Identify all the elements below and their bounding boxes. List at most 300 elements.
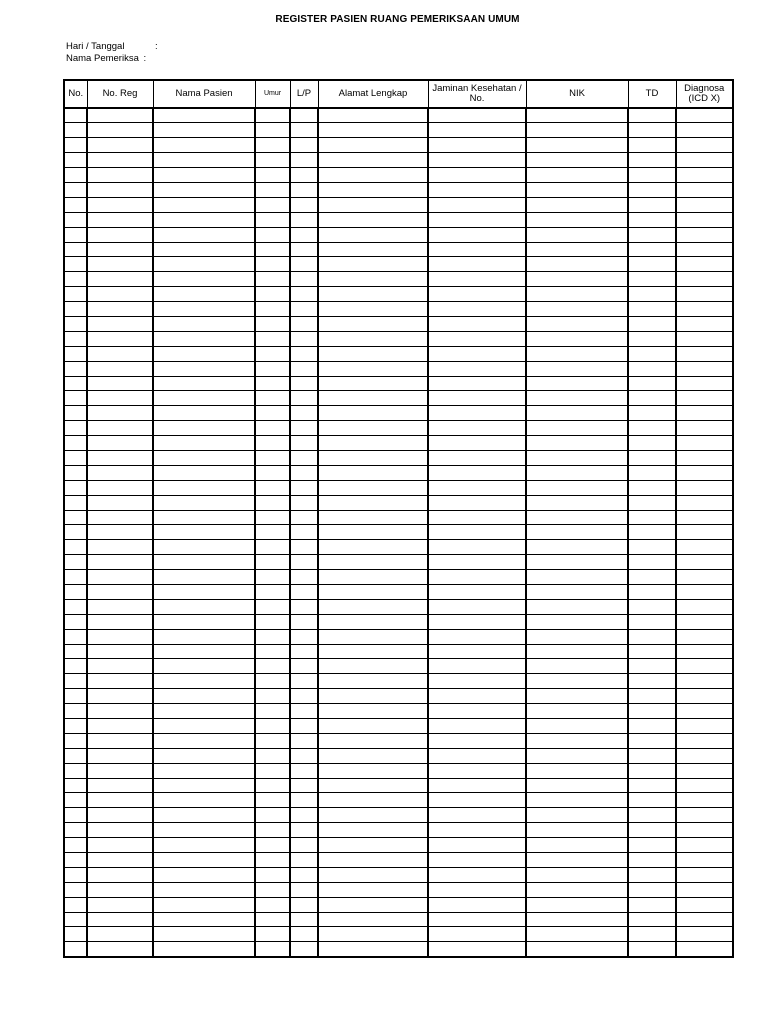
- cell-no[interactable]: [64, 421, 87, 436]
- cell-lp[interactable]: [290, 480, 318, 495]
- cell-no-reg[interactable]: [87, 376, 153, 391]
- cell-alamat[interactable]: [318, 763, 428, 778]
- cell-alamat[interactable]: [318, 510, 428, 525]
- cell-nik[interactable]: [526, 540, 628, 555]
- cell-lp[interactable]: [290, 570, 318, 585]
- cell-td[interactable]: [628, 436, 676, 451]
- cell-no[interactable]: [64, 168, 87, 183]
- cell-nama-pasien[interactable]: [153, 495, 255, 510]
- cell-no[interactable]: [64, 242, 87, 257]
- cell-td[interactable]: [628, 212, 676, 227]
- cell-nama-pasien[interactable]: [153, 733, 255, 748]
- cell-jaminan[interactable]: [428, 227, 526, 242]
- cell-alamat[interactable]: [318, 808, 428, 823]
- cell-nama-pasien[interactable]: [153, 510, 255, 525]
- cell-alamat[interactable]: [318, 778, 428, 793]
- cell-no[interactable]: [64, 823, 87, 838]
- cell-td[interactable]: [628, 614, 676, 629]
- cell-lp[interactable]: [290, 391, 318, 406]
- cell-no-reg[interactable]: [87, 495, 153, 510]
- cell-nama-pasien[interactable]: [153, 793, 255, 808]
- cell-no[interactable]: [64, 614, 87, 629]
- cell-nama-pasien[interactable]: [153, 480, 255, 495]
- cell-diagnosa[interactable]: [676, 659, 733, 674]
- cell-td[interactable]: [628, 570, 676, 585]
- cell-diagnosa[interactable]: [676, 406, 733, 421]
- cell-nama-pasien[interactable]: [153, 614, 255, 629]
- cell-nama-pasien[interactable]: [153, 108, 255, 123]
- cell-diagnosa[interactable]: [676, 748, 733, 763]
- cell-no[interactable]: [64, 912, 87, 927]
- cell-umur[interactable]: [255, 436, 290, 451]
- cell-alamat[interactable]: [318, 614, 428, 629]
- cell-nik[interactable]: [526, 331, 628, 346]
- cell-jaminan[interactable]: [428, 540, 526, 555]
- cell-alamat[interactable]: [318, 823, 428, 838]
- cell-jaminan[interactable]: [428, 897, 526, 912]
- cell-jaminan[interactable]: [428, 748, 526, 763]
- cell-diagnosa[interactable]: [676, 212, 733, 227]
- cell-nama-pasien[interactable]: [153, 525, 255, 540]
- cell-nik[interactable]: [526, 689, 628, 704]
- cell-no[interactable]: [64, 644, 87, 659]
- cell-diagnosa[interactable]: [676, 108, 733, 123]
- cell-alamat[interactable]: [318, 838, 428, 853]
- cell-diagnosa[interactable]: [676, 361, 733, 376]
- cell-diagnosa[interactable]: [676, 138, 733, 153]
- cell-lp[interactable]: [290, 555, 318, 570]
- cell-nik[interactable]: [526, 570, 628, 585]
- cell-nik[interactable]: [526, 406, 628, 421]
- cell-diagnosa[interactable]: [676, 644, 733, 659]
- cell-td[interactable]: [628, 748, 676, 763]
- cell-alamat[interactable]: [318, 421, 428, 436]
- cell-alamat[interactable]: [318, 942, 428, 957]
- cell-nama-pasien[interactable]: [153, 346, 255, 361]
- cell-lp[interactable]: [290, 257, 318, 272]
- cell-diagnosa[interactable]: [676, 733, 733, 748]
- cell-no[interactable]: [64, 808, 87, 823]
- cell-alamat[interactable]: [318, 927, 428, 942]
- cell-jaminan[interactable]: [428, 719, 526, 734]
- cell-umur[interactable]: [255, 778, 290, 793]
- cell-jaminan[interactable]: [428, 406, 526, 421]
- cell-nama-pasien[interactable]: [153, 689, 255, 704]
- cell-umur[interactable]: [255, 331, 290, 346]
- cell-nama-pasien[interactable]: [153, 942, 255, 957]
- cell-no-reg[interactable]: [87, 942, 153, 957]
- cell-umur[interactable]: [255, 614, 290, 629]
- cell-nik[interactable]: [526, 376, 628, 391]
- cell-jaminan[interactable]: [428, 838, 526, 853]
- cell-lp[interactable]: [290, 212, 318, 227]
- cell-no[interactable]: [64, 763, 87, 778]
- cell-jaminan[interactable]: [428, 778, 526, 793]
- cell-nama-pasien[interactable]: [153, 555, 255, 570]
- cell-diagnosa[interactable]: [676, 614, 733, 629]
- cell-jaminan[interactable]: [428, 585, 526, 600]
- cell-diagnosa[interactable]: [676, 704, 733, 719]
- cell-no[interactable]: [64, 942, 87, 957]
- cell-no-reg[interactable]: [87, 897, 153, 912]
- cell-diagnosa[interactable]: [676, 450, 733, 465]
- cell-nama-pasien[interactable]: [153, 138, 255, 153]
- cell-alamat[interactable]: [318, 361, 428, 376]
- cell-alamat[interactable]: [318, 391, 428, 406]
- cell-nik[interactable]: [526, 897, 628, 912]
- cell-diagnosa[interactable]: [676, 287, 733, 302]
- cell-nama-pasien[interactable]: [153, 123, 255, 138]
- cell-nik[interactable]: [526, 138, 628, 153]
- cell-td[interactable]: [628, 674, 676, 689]
- cell-td[interactable]: [628, 778, 676, 793]
- cell-nik[interactable]: [526, 153, 628, 168]
- cell-nik[interactable]: [526, 510, 628, 525]
- cell-td[interactable]: [628, 599, 676, 614]
- cell-td[interactable]: [628, 257, 676, 272]
- cell-jaminan[interactable]: [428, 867, 526, 882]
- cell-jaminan[interactable]: [428, 138, 526, 153]
- cell-nik[interactable]: [526, 272, 628, 287]
- cell-umur[interactable]: [255, 838, 290, 853]
- cell-td[interactable]: [628, 808, 676, 823]
- cell-lp[interactable]: [290, 629, 318, 644]
- cell-diagnosa[interactable]: [676, 927, 733, 942]
- cell-alamat[interactable]: [318, 257, 428, 272]
- cell-diagnosa[interactable]: [676, 123, 733, 138]
- cell-umur[interactable]: [255, 867, 290, 882]
- cell-lp[interactable]: [290, 659, 318, 674]
- cell-lp[interactable]: [290, 853, 318, 868]
- cell-nama-pasien[interactable]: [153, 927, 255, 942]
- cell-diagnosa[interactable]: [676, 436, 733, 451]
- cell-nama-pasien[interactable]: [153, 778, 255, 793]
- cell-jaminan[interactable]: [428, 302, 526, 317]
- cell-no-reg[interactable]: [87, 510, 153, 525]
- cell-lp[interactable]: [290, 197, 318, 212]
- cell-lp[interactable]: [290, 599, 318, 614]
- cell-no[interactable]: [64, 540, 87, 555]
- cell-jaminan[interactable]: [428, 272, 526, 287]
- cell-no-reg[interactable]: [87, 242, 153, 257]
- cell-jaminan[interactable]: [428, 495, 526, 510]
- cell-alamat[interactable]: [318, 674, 428, 689]
- cell-lp[interactable]: [290, 867, 318, 882]
- cell-no-reg[interactable]: [87, 838, 153, 853]
- cell-no-reg[interactable]: [87, 674, 153, 689]
- cell-jaminan[interactable]: [428, 927, 526, 942]
- cell-no-reg[interactable]: [87, 480, 153, 495]
- cell-no[interactable]: [64, 867, 87, 882]
- cell-td[interactable]: [628, 733, 676, 748]
- cell-nama-pasien[interactable]: [153, 882, 255, 897]
- cell-jaminan[interactable]: [428, 555, 526, 570]
- cell-no-reg[interactable]: [87, 629, 153, 644]
- cell-lp[interactable]: [290, 361, 318, 376]
- cell-diagnosa[interactable]: [676, 302, 733, 317]
- cell-alamat[interactable]: [318, 182, 428, 197]
- cell-nik[interactable]: [526, 778, 628, 793]
- cell-td[interactable]: [628, 719, 676, 734]
- cell-umur[interactable]: [255, 182, 290, 197]
- cell-nama-pasien[interactable]: [153, 302, 255, 317]
- cell-no-reg[interactable]: [87, 853, 153, 868]
- cell-jaminan[interactable]: [428, 808, 526, 823]
- cell-td[interactable]: [628, 942, 676, 957]
- cell-diagnosa[interactable]: [676, 391, 733, 406]
- cell-diagnosa[interactable]: [676, 272, 733, 287]
- cell-no-reg[interactable]: [87, 212, 153, 227]
- cell-umur[interactable]: [255, 421, 290, 436]
- cell-nik[interactable]: [526, 704, 628, 719]
- cell-jaminan[interactable]: [428, 793, 526, 808]
- cell-umur[interactable]: [255, 674, 290, 689]
- cell-lp[interactable]: [290, 138, 318, 153]
- cell-alamat[interactable]: [318, 272, 428, 287]
- cell-nama-pasien[interactable]: [153, 391, 255, 406]
- cell-lp[interactable]: [290, 897, 318, 912]
- cell-no-reg[interactable]: [87, 421, 153, 436]
- cell-umur[interactable]: [255, 942, 290, 957]
- cell-nama-pasien[interactable]: [153, 182, 255, 197]
- cell-nik[interactable]: [526, 614, 628, 629]
- cell-nama-pasien[interactable]: [153, 599, 255, 614]
- cell-nik[interactable]: [526, 585, 628, 600]
- cell-nama-pasien[interactable]: [153, 629, 255, 644]
- cell-td[interactable]: [628, 227, 676, 242]
- cell-nik[interactable]: [526, 346, 628, 361]
- cell-jaminan[interactable]: [428, 853, 526, 868]
- cell-no[interactable]: [64, 525, 87, 540]
- cell-nik[interactable]: [526, 182, 628, 197]
- cell-lp[interactable]: [290, 704, 318, 719]
- cell-td[interactable]: [628, 391, 676, 406]
- cell-lp[interactable]: [290, 793, 318, 808]
- cell-no-reg[interactable]: [87, 346, 153, 361]
- cell-td[interactable]: [628, 838, 676, 853]
- cell-nama-pasien[interactable]: [153, 823, 255, 838]
- cell-lp[interactable]: [290, 123, 318, 138]
- cell-nik[interactable]: [526, 316, 628, 331]
- cell-lp[interactable]: [290, 719, 318, 734]
- cell-no-reg[interactable]: [87, 436, 153, 451]
- cell-diagnosa[interactable]: [676, 182, 733, 197]
- cell-alamat[interactable]: [318, 659, 428, 674]
- cell-td[interactable]: [628, 361, 676, 376]
- cell-nik[interactable]: [526, 465, 628, 480]
- cell-td[interactable]: [628, 316, 676, 331]
- cell-umur[interactable]: [255, 808, 290, 823]
- cell-nik[interactable]: [526, 257, 628, 272]
- cell-jaminan[interactable]: [428, 436, 526, 451]
- cell-no-reg[interactable]: [87, 287, 153, 302]
- cell-jaminan[interactable]: [428, 197, 526, 212]
- cell-td[interactable]: [628, 585, 676, 600]
- cell-alamat[interactable]: [318, 555, 428, 570]
- cell-nama-pasien[interactable]: [153, 853, 255, 868]
- cell-jaminan[interactable]: [428, 123, 526, 138]
- cell-alamat[interactable]: [318, 108, 428, 123]
- cell-diagnosa[interactable]: [676, 912, 733, 927]
- cell-no-reg[interactable]: [87, 689, 153, 704]
- cell-nama-pasien[interactable]: [153, 570, 255, 585]
- cell-nik[interactable]: [526, 927, 628, 942]
- cell-no-reg[interactable]: [87, 659, 153, 674]
- cell-lp[interactable]: [290, 733, 318, 748]
- cell-td[interactable]: [628, 197, 676, 212]
- cell-alamat[interactable]: [318, 436, 428, 451]
- cell-alamat[interactable]: [318, 480, 428, 495]
- cell-umur[interactable]: [255, 555, 290, 570]
- cell-lp[interactable]: [290, 763, 318, 778]
- cell-jaminan[interactable]: [428, 361, 526, 376]
- cell-no-reg[interactable]: [87, 808, 153, 823]
- cell-alamat[interactable]: [318, 912, 428, 927]
- cell-diagnosa[interactable]: [676, 942, 733, 957]
- cell-nama-pasien[interactable]: [153, 421, 255, 436]
- cell-jaminan[interactable]: [428, 182, 526, 197]
- cell-nik[interactable]: [526, 525, 628, 540]
- cell-diagnosa[interactable]: [676, 570, 733, 585]
- cell-lp[interactable]: [290, 331, 318, 346]
- cell-no[interactable]: [64, 748, 87, 763]
- cell-no[interactable]: [64, 585, 87, 600]
- cell-nama-pasien[interactable]: [153, 748, 255, 763]
- cell-diagnosa[interactable]: [676, 153, 733, 168]
- cell-jaminan[interactable]: [428, 704, 526, 719]
- cell-no-reg[interactable]: [87, 733, 153, 748]
- cell-umur[interactable]: [255, 406, 290, 421]
- cell-nik[interactable]: [526, 302, 628, 317]
- cell-umur[interactable]: [255, 897, 290, 912]
- cell-td[interactable]: [628, 659, 676, 674]
- cell-diagnosa[interactable]: [676, 242, 733, 257]
- cell-no[interactable]: [64, 674, 87, 689]
- cell-alamat[interactable]: [318, 719, 428, 734]
- cell-diagnosa[interactable]: [676, 838, 733, 853]
- cell-umur[interactable]: [255, 763, 290, 778]
- cell-alamat[interactable]: [318, 793, 428, 808]
- cell-nik[interactable]: [526, 361, 628, 376]
- cell-nik[interactable]: [526, 391, 628, 406]
- cell-td[interactable]: [628, 644, 676, 659]
- cell-jaminan[interactable]: [428, 823, 526, 838]
- cell-nik[interactable]: [526, 823, 628, 838]
- cell-nama-pasien[interactable]: [153, 436, 255, 451]
- cell-lp[interactable]: [290, 227, 318, 242]
- cell-no-reg[interactable]: [87, 465, 153, 480]
- cell-no[interactable]: [64, 480, 87, 495]
- cell-diagnosa[interactable]: [676, 540, 733, 555]
- cell-nik[interactable]: [526, 108, 628, 123]
- cell-td[interactable]: [628, 540, 676, 555]
- cell-no-reg[interactable]: [87, 585, 153, 600]
- cell-nik[interactable]: [526, 733, 628, 748]
- cell-lp[interactable]: [290, 614, 318, 629]
- cell-alamat[interactable]: [318, 867, 428, 882]
- cell-umur[interactable]: [255, 495, 290, 510]
- cell-umur[interactable]: [255, 793, 290, 808]
- cell-no-reg[interactable]: [87, 302, 153, 317]
- cell-diagnosa[interactable]: [676, 808, 733, 823]
- cell-lp[interactable]: [290, 436, 318, 451]
- cell-lp[interactable]: [290, 421, 318, 436]
- cell-nama-pasien[interactable]: [153, 674, 255, 689]
- cell-nik[interactable]: [526, 480, 628, 495]
- cell-jaminan[interactable]: [428, 570, 526, 585]
- cell-no[interactable]: [64, 570, 87, 585]
- cell-jaminan[interactable]: [428, 212, 526, 227]
- cell-lp[interactable]: [290, 927, 318, 942]
- cell-jaminan[interactable]: [428, 599, 526, 614]
- cell-no[interactable]: [64, 897, 87, 912]
- cell-td[interactable]: [628, 882, 676, 897]
- cell-nik[interactable]: [526, 197, 628, 212]
- cell-alamat[interactable]: [318, 287, 428, 302]
- cell-nik[interactable]: [526, 719, 628, 734]
- cell-no[interactable]: [64, 689, 87, 704]
- cell-nama-pasien[interactable]: [153, 644, 255, 659]
- cell-diagnosa[interactable]: [676, 227, 733, 242]
- cell-jaminan[interactable]: [428, 644, 526, 659]
- cell-lp[interactable]: [290, 465, 318, 480]
- cell-no-reg[interactable]: [87, 793, 153, 808]
- cell-lp[interactable]: [290, 912, 318, 927]
- cell-no[interactable]: [64, 599, 87, 614]
- cell-td[interactable]: [628, 406, 676, 421]
- cell-lp[interactable]: [290, 644, 318, 659]
- cell-nik[interactable]: [526, 227, 628, 242]
- cell-lp[interactable]: [290, 823, 318, 838]
- cell-alamat[interactable]: [318, 153, 428, 168]
- cell-no-reg[interactable]: [87, 227, 153, 242]
- cell-lp[interactable]: [290, 585, 318, 600]
- cell-alamat[interactable]: [318, 197, 428, 212]
- cell-umur[interactable]: [255, 153, 290, 168]
- cell-no[interactable]: [64, 138, 87, 153]
- cell-no-reg[interactable]: [87, 614, 153, 629]
- cell-jaminan[interactable]: [428, 242, 526, 257]
- cell-lp[interactable]: [290, 882, 318, 897]
- cell-td[interactable]: [628, 465, 676, 480]
- cell-alamat[interactable]: [318, 331, 428, 346]
- cell-no[interactable]: [64, 838, 87, 853]
- cell-umur[interactable]: [255, 510, 290, 525]
- cell-no[interactable]: [64, 882, 87, 897]
- cell-td[interactable]: [628, 450, 676, 465]
- cell-lp[interactable]: [290, 510, 318, 525]
- cell-no-reg[interactable]: [87, 570, 153, 585]
- cell-lp[interactable]: [290, 525, 318, 540]
- cell-no-reg[interactable]: [87, 525, 153, 540]
- cell-td[interactable]: [628, 555, 676, 570]
- cell-nik[interactable]: [526, 450, 628, 465]
- cell-no[interactable]: [64, 733, 87, 748]
- cell-no-reg[interactable]: [87, 123, 153, 138]
- cell-td[interactable]: [628, 912, 676, 927]
- cell-nik[interactable]: [526, 242, 628, 257]
- cell-alamat[interactable]: [318, 897, 428, 912]
- cell-lp[interactable]: [290, 748, 318, 763]
- cell-jaminan[interactable]: [428, 168, 526, 183]
- cell-alamat[interactable]: [318, 465, 428, 480]
- cell-umur[interactable]: [255, 138, 290, 153]
- cell-alamat[interactable]: [318, 450, 428, 465]
- cell-no-reg[interactable]: [87, 823, 153, 838]
- cell-alamat[interactable]: [318, 302, 428, 317]
- cell-td[interactable]: [628, 629, 676, 644]
- cell-td[interactable]: [628, 689, 676, 704]
